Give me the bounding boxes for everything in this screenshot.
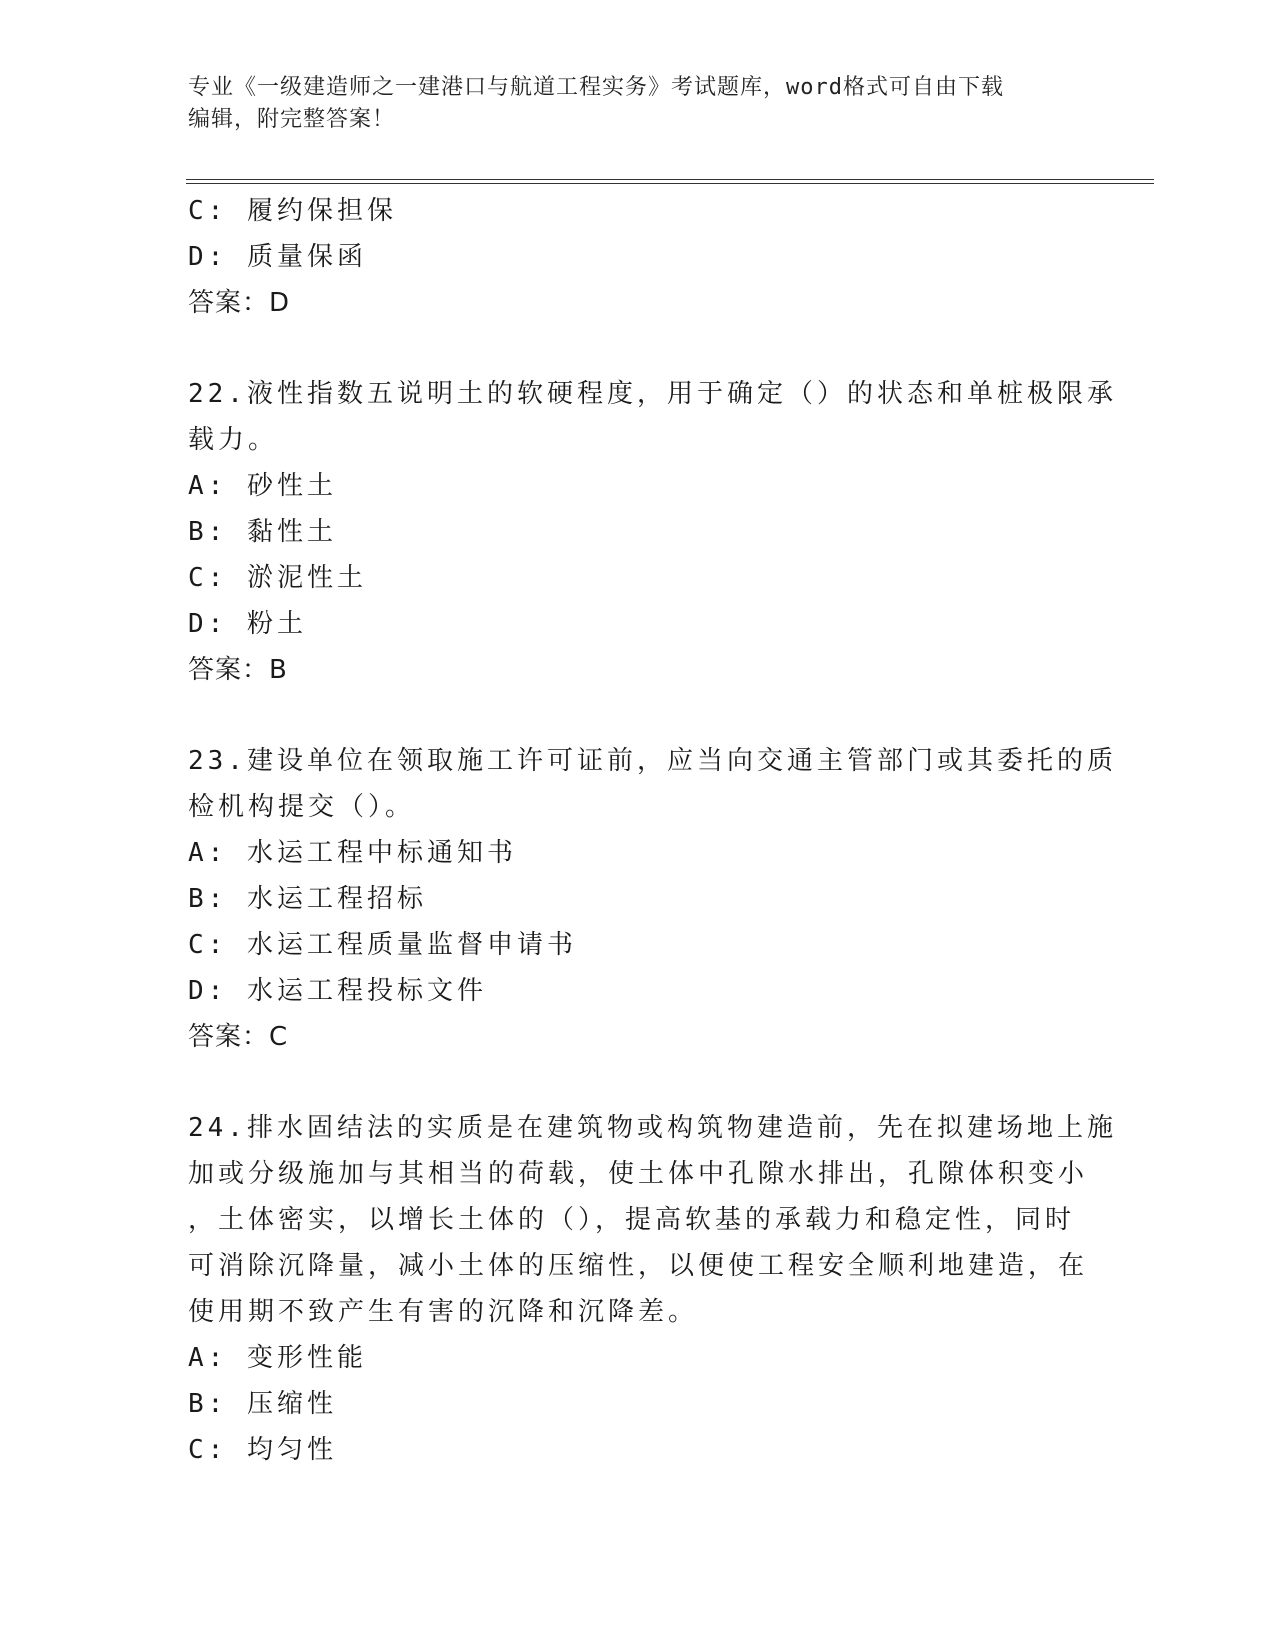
answer-line: 答案：C	[188, 1022, 289, 1052]
question-21-tail	[188, 188, 1088, 326]
option-d: D: 水运工程投标文件	[188, 976, 487, 1006]
header-rule-top	[186, 179, 1154, 180]
answer-line: 答案：B	[188, 655, 288, 685]
stem-line: 加或分级施加与其相当的荷载，使土体中孔隙水排出，孔隙体积变小	[188, 1159, 1089, 1189]
question-22	[188, 371, 1117, 693]
stem-line: 24.排水固结法的实质是在建筑物或构筑物建造前，先在拟建场地上施	[188, 1113, 1117, 1143]
question-23	[188, 738, 1117, 1060]
stem-line: 使用期不致产生有害的沉降和沉降差。	[188, 1297, 699, 1327]
option-b: B: 压缩性	[188, 1389, 337, 1419]
option-a: A: 砂性土	[188, 471, 337, 501]
question-24	[188, 1105, 1117, 1473]
option-c: C: 水运工程质量监督申请书	[188, 930, 577, 960]
stem-line: 载力。	[188, 425, 279, 455]
option-d: D: 粉土	[188, 609, 307, 639]
header-line-2: 编辑，附完整答案！	[188, 107, 396, 132]
option-c: C: 履约保担保	[188, 196, 397, 226]
stem-line: 23.建设单位在领取施工许可证前，应当向交通主管部门或其委托的质	[188, 746, 1117, 776]
question-content	[188, 188, 1117, 1473]
header-rule-bottom	[186, 183, 1154, 184]
option-c: C: 淤泥性土	[188, 563, 367, 593]
option-a: A: 变形性能	[188, 1343, 367, 1373]
question-stem	[188, 1105, 1117, 1335]
question-stem	[188, 738, 1117, 830]
answer-line: 答案：D	[188, 288, 291, 318]
option-a: A: 水运工程中标通知书	[188, 838, 517, 868]
stem-line: 可消除沉降量，减小土体的压缩性，以便使工程安全顺利地建造，在	[188, 1251, 1089, 1281]
stem-line: ，土体密实，以增长土体的（），提高软基的承载力和稳定性，同时	[188, 1205, 1076, 1235]
option-b: B: 水运工程招标	[188, 884, 427, 914]
document-header	[188, 72, 1078, 136]
stem-line: 22.液性指数五说明土的软硬程度，用于确定（）的状态和单桩极限承	[188, 379, 1117, 409]
stem-line: 检机构提交（）。	[188, 792, 416, 822]
option-b: B: 黏性土	[188, 517, 337, 547]
option-d: D: 质量保函	[188, 242, 367, 272]
header-line-1: 专业《一级建造师之一建港口与航道工程实务》考试题库，word格式可自由下载	[188, 75, 1004, 100]
option-c: C: 均匀性	[188, 1435, 337, 1465]
question-stem	[188, 371, 1117, 463]
